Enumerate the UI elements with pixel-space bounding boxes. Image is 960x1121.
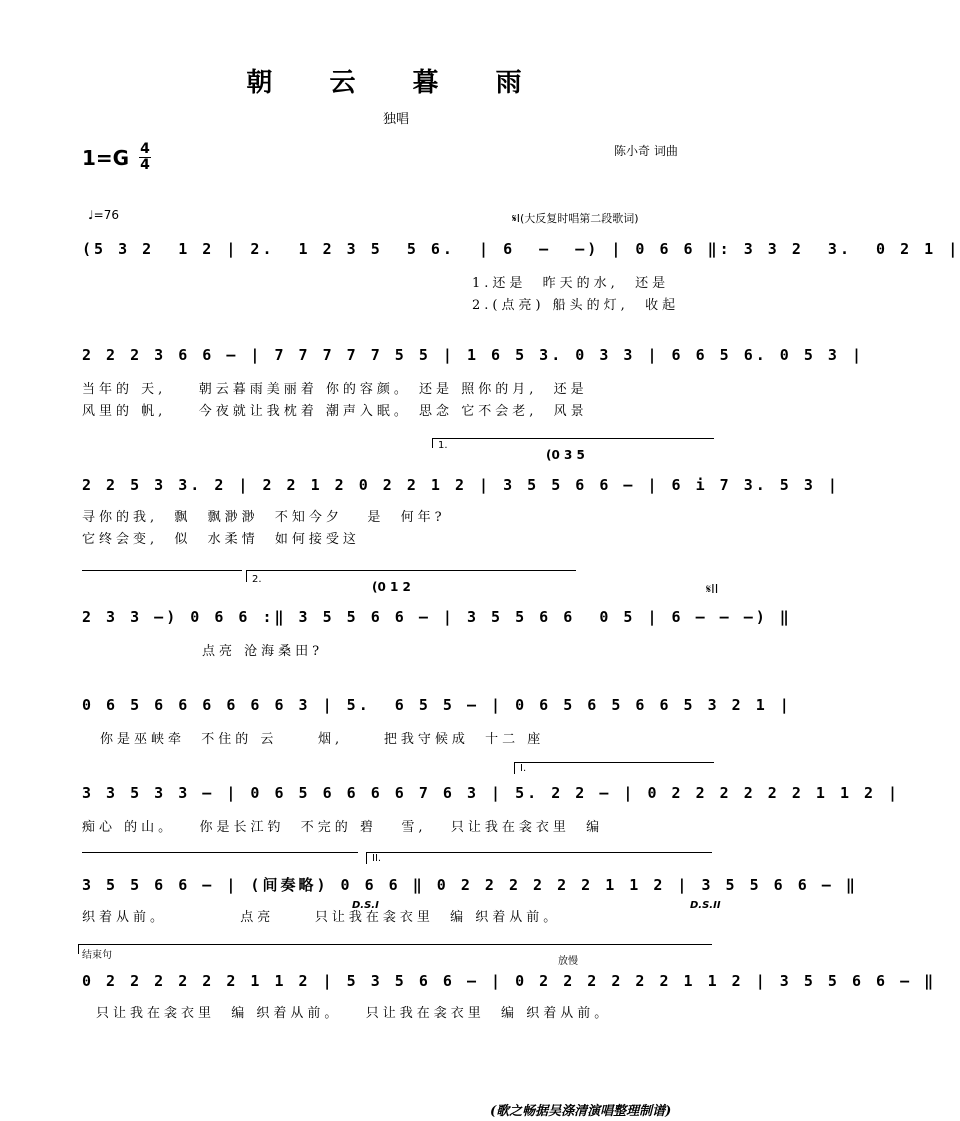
lyric-row-1b: 2.(点亮) 船头的灯, 收起 <box>472 298 680 313</box>
ds-1: D.S.I <box>352 900 379 911</box>
subtitle: 独唱 <box>382 112 409 127</box>
volta-2-b: II. <box>372 853 382 864</box>
score-row-5: 0 6 5 6 6 6 6 6 6 3 | 5. 6 5 5 – | 0 6 5 6 5 6 6 5 3 2 1 | <box>82 696 792 714</box>
footer-credit: (歌之畅据吴涤清演唱整理制谱) <box>490 1104 672 1119</box>
inner-notes-a: (0 3 5 <box>546 448 585 462</box>
volta-2-a: 2. <box>252 574 262 585</box>
score-row-1: (5 3 2 1 2 | 2. 1 2 3 5 5 6. | 6 – –) | 0 6 6 ‖: 3 3 2 3. 0 2 1 | <box>82 240 960 258</box>
lyric-row-5: 你是巫峡牵 不住的 云 烟, 把我守候成 十二 座 <box>100 732 545 747</box>
lyric-row-8: 只让我在衾衣里 编 织着从前。 只让我在衾衣里 编 织着从前。 <box>96 1006 612 1021</box>
ending-label: 结束句 <box>82 950 112 961</box>
score-row-3: 2 2 5 3 3. 2 | 2 2 1 2 0 2 2 1 2 | 3 5 5 6 6 – | 6 i 7 3. 5 3 | <box>82 476 840 494</box>
lyric-row-1a: 1.还是 昨天的水, 还是 <box>472 276 670 291</box>
page-title: 朝 云 暮 雨 <box>246 68 546 98</box>
lyric-row-7: 织着从前。 点亮 只让我在衾衣里 编 织着从前。 <box>82 910 561 925</box>
time-sig-bottom: 4 <box>140 157 150 173</box>
score-row-2: 2 2 2 3 6 6 – | 7 7 7 7 7 5 5 | 1 6 5 3. 0 3 3 | 6 6 5 6. 0 5 3 | <box>82 346 864 364</box>
volta-1-b: I. <box>520 763 527 774</box>
slow-label: 放慢 <box>558 956 578 967</box>
author: 陈小奇 词曲 <box>614 144 678 158</box>
repeat-note: 𝄋I(大反复时唱第二段歌词) <box>512 212 639 225</box>
key-signature: 1=G <box>82 146 130 170</box>
score-row-7: 3 5 5 6 6 – | (间奏略) 0 6 6 ‖ 0 2 2 2 2 2 2 1 1 2 | 3 5 5 6 6 – ‖ <box>82 876 858 894</box>
score-row-8: 0 2 2 2 2 2 2 1 1 2 | 5 3 5 6 6 – | 0 2 2 2 2 2 2 1 1 2 | 3 5 5 6 6 – ‖ <box>82 972 937 990</box>
lyric-row-2a: 当年的 天, 朝云暮雨美丽着 你的容颜。 还是 照你的月, 还是 <box>82 382 588 397</box>
time-sig-top: 4 <box>140 141 150 157</box>
inner-notes-b: (0 1 2 <box>372 580 411 594</box>
score-row-4: 2 3 3 –) 0 6 6 :‖ 3 5 5 6 6 – | 3 5 5 6 6 0 5 | 6 – – –) ‖ <box>82 608 792 626</box>
score-row-6: 3 3 5 3 3 – | 0 6 5 6 6 6 6 7 6 3 | 5. 2 2 – | 0 2 2 2 2 2 2 1 1 2 | <box>82 784 901 802</box>
volta-1-a: 1. <box>438 440 448 451</box>
lyric-row-4: 点亮 沧海桑田? <box>202 644 324 659</box>
lyric-row-3a: 寻你的我, 飘 飘渺渺 不知今夕 是 何年? <box>82 510 446 525</box>
tempo: ♩=76 <box>88 208 119 222</box>
time-signature <box>138 142 152 173</box>
lyric-row-2b: 风里的 帆, 今夜就让我枕着 潮声入眠。 思念 它不会老, 风景 <box>82 404 588 419</box>
lyric-row-3b: 它终会变, 似 水柔情 如何接受这 <box>82 532 360 547</box>
segno-2: 𝄋II <box>706 582 719 596</box>
lyric-row-6: 痴心 的山。 你是长江钓 不完的 碧 雪, 只让我在衾衣里 编 <box>82 820 604 835</box>
ds-2: D.S.II <box>690 900 721 911</box>
